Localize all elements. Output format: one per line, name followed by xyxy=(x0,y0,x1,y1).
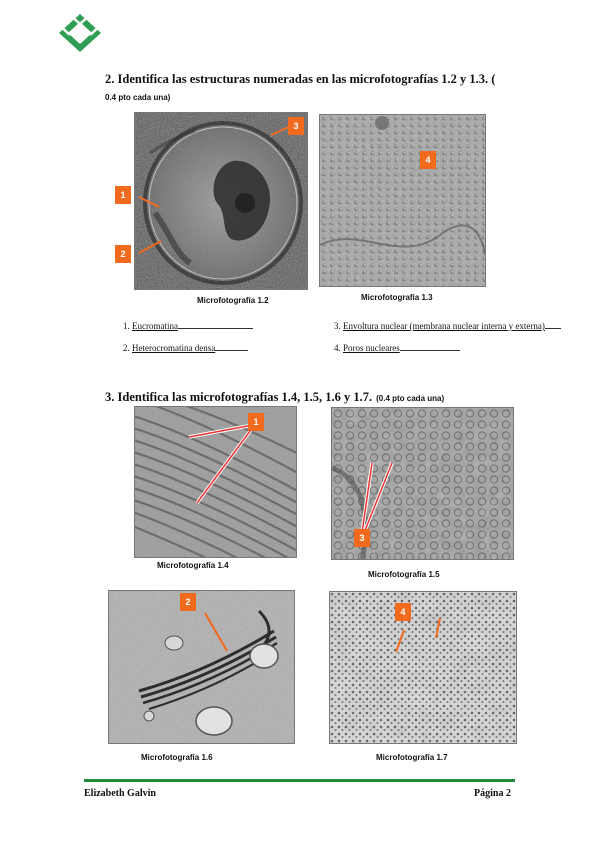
micrograph-1-4 xyxy=(134,406,297,558)
micrograph-1-6 xyxy=(108,590,295,744)
q2-points: 0.4 pto cada una) xyxy=(105,93,171,102)
badge-q3-2: 2 xyxy=(180,593,196,611)
caption-1-6: Microfotografía 1.6 xyxy=(141,753,213,762)
footer-divider xyxy=(84,779,515,782)
micrograph-1-3 xyxy=(319,114,486,287)
q3-title: 3. Identifica las microfotografías 1.4, 1.5, 1.6 y 1.7. xyxy=(105,390,373,404)
badge-3: 3 xyxy=(288,117,304,135)
green-diamond-logo-icon xyxy=(55,12,105,54)
footer-author: Elizabeth Galvin xyxy=(84,788,156,799)
caption-1-3: Microfotografía 1.3 xyxy=(361,293,433,302)
badge-q3-1: 1 xyxy=(248,413,264,431)
answer-4: 4. Poros nucleares xyxy=(334,342,460,353)
answer-3: 3. Envoltura nuclear (membrana nuclear interna y externa) xyxy=(334,320,561,331)
logo xyxy=(55,12,105,54)
caption-1-4: Microfotografía 1.4 xyxy=(157,561,229,570)
caption-1-2: Microfotografía 1.2 xyxy=(197,296,269,305)
badge-4: 4 xyxy=(420,151,436,169)
badge-q3-3: 3 xyxy=(354,529,370,547)
answer-2: 2. Heterocromatina densa xyxy=(123,342,248,353)
q3-points: (0.4 pto cada una) xyxy=(376,394,445,403)
caption-1-7: Microfotografía 1.7 xyxy=(376,753,448,762)
badge-q3-4: 4 xyxy=(395,603,411,621)
q3-heading xyxy=(105,388,444,406)
badge-2: 2 xyxy=(115,245,131,263)
footer-page-number: Página 2 xyxy=(474,788,511,799)
answer-1: 1. Eucromatina xyxy=(123,320,253,331)
micrograph-1-2 xyxy=(134,112,308,290)
micrograph-1-7 xyxy=(329,591,517,744)
badge-1: 1 xyxy=(115,186,131,204)
caption-1-5: Microfotografía 1.5 xyxy=(368,570,440,579)
q2-title: 2. Identifica las estructuras numeradas en las microfotografías 1.2 y 1.3. ( xyxy=(105,72,496,86)
